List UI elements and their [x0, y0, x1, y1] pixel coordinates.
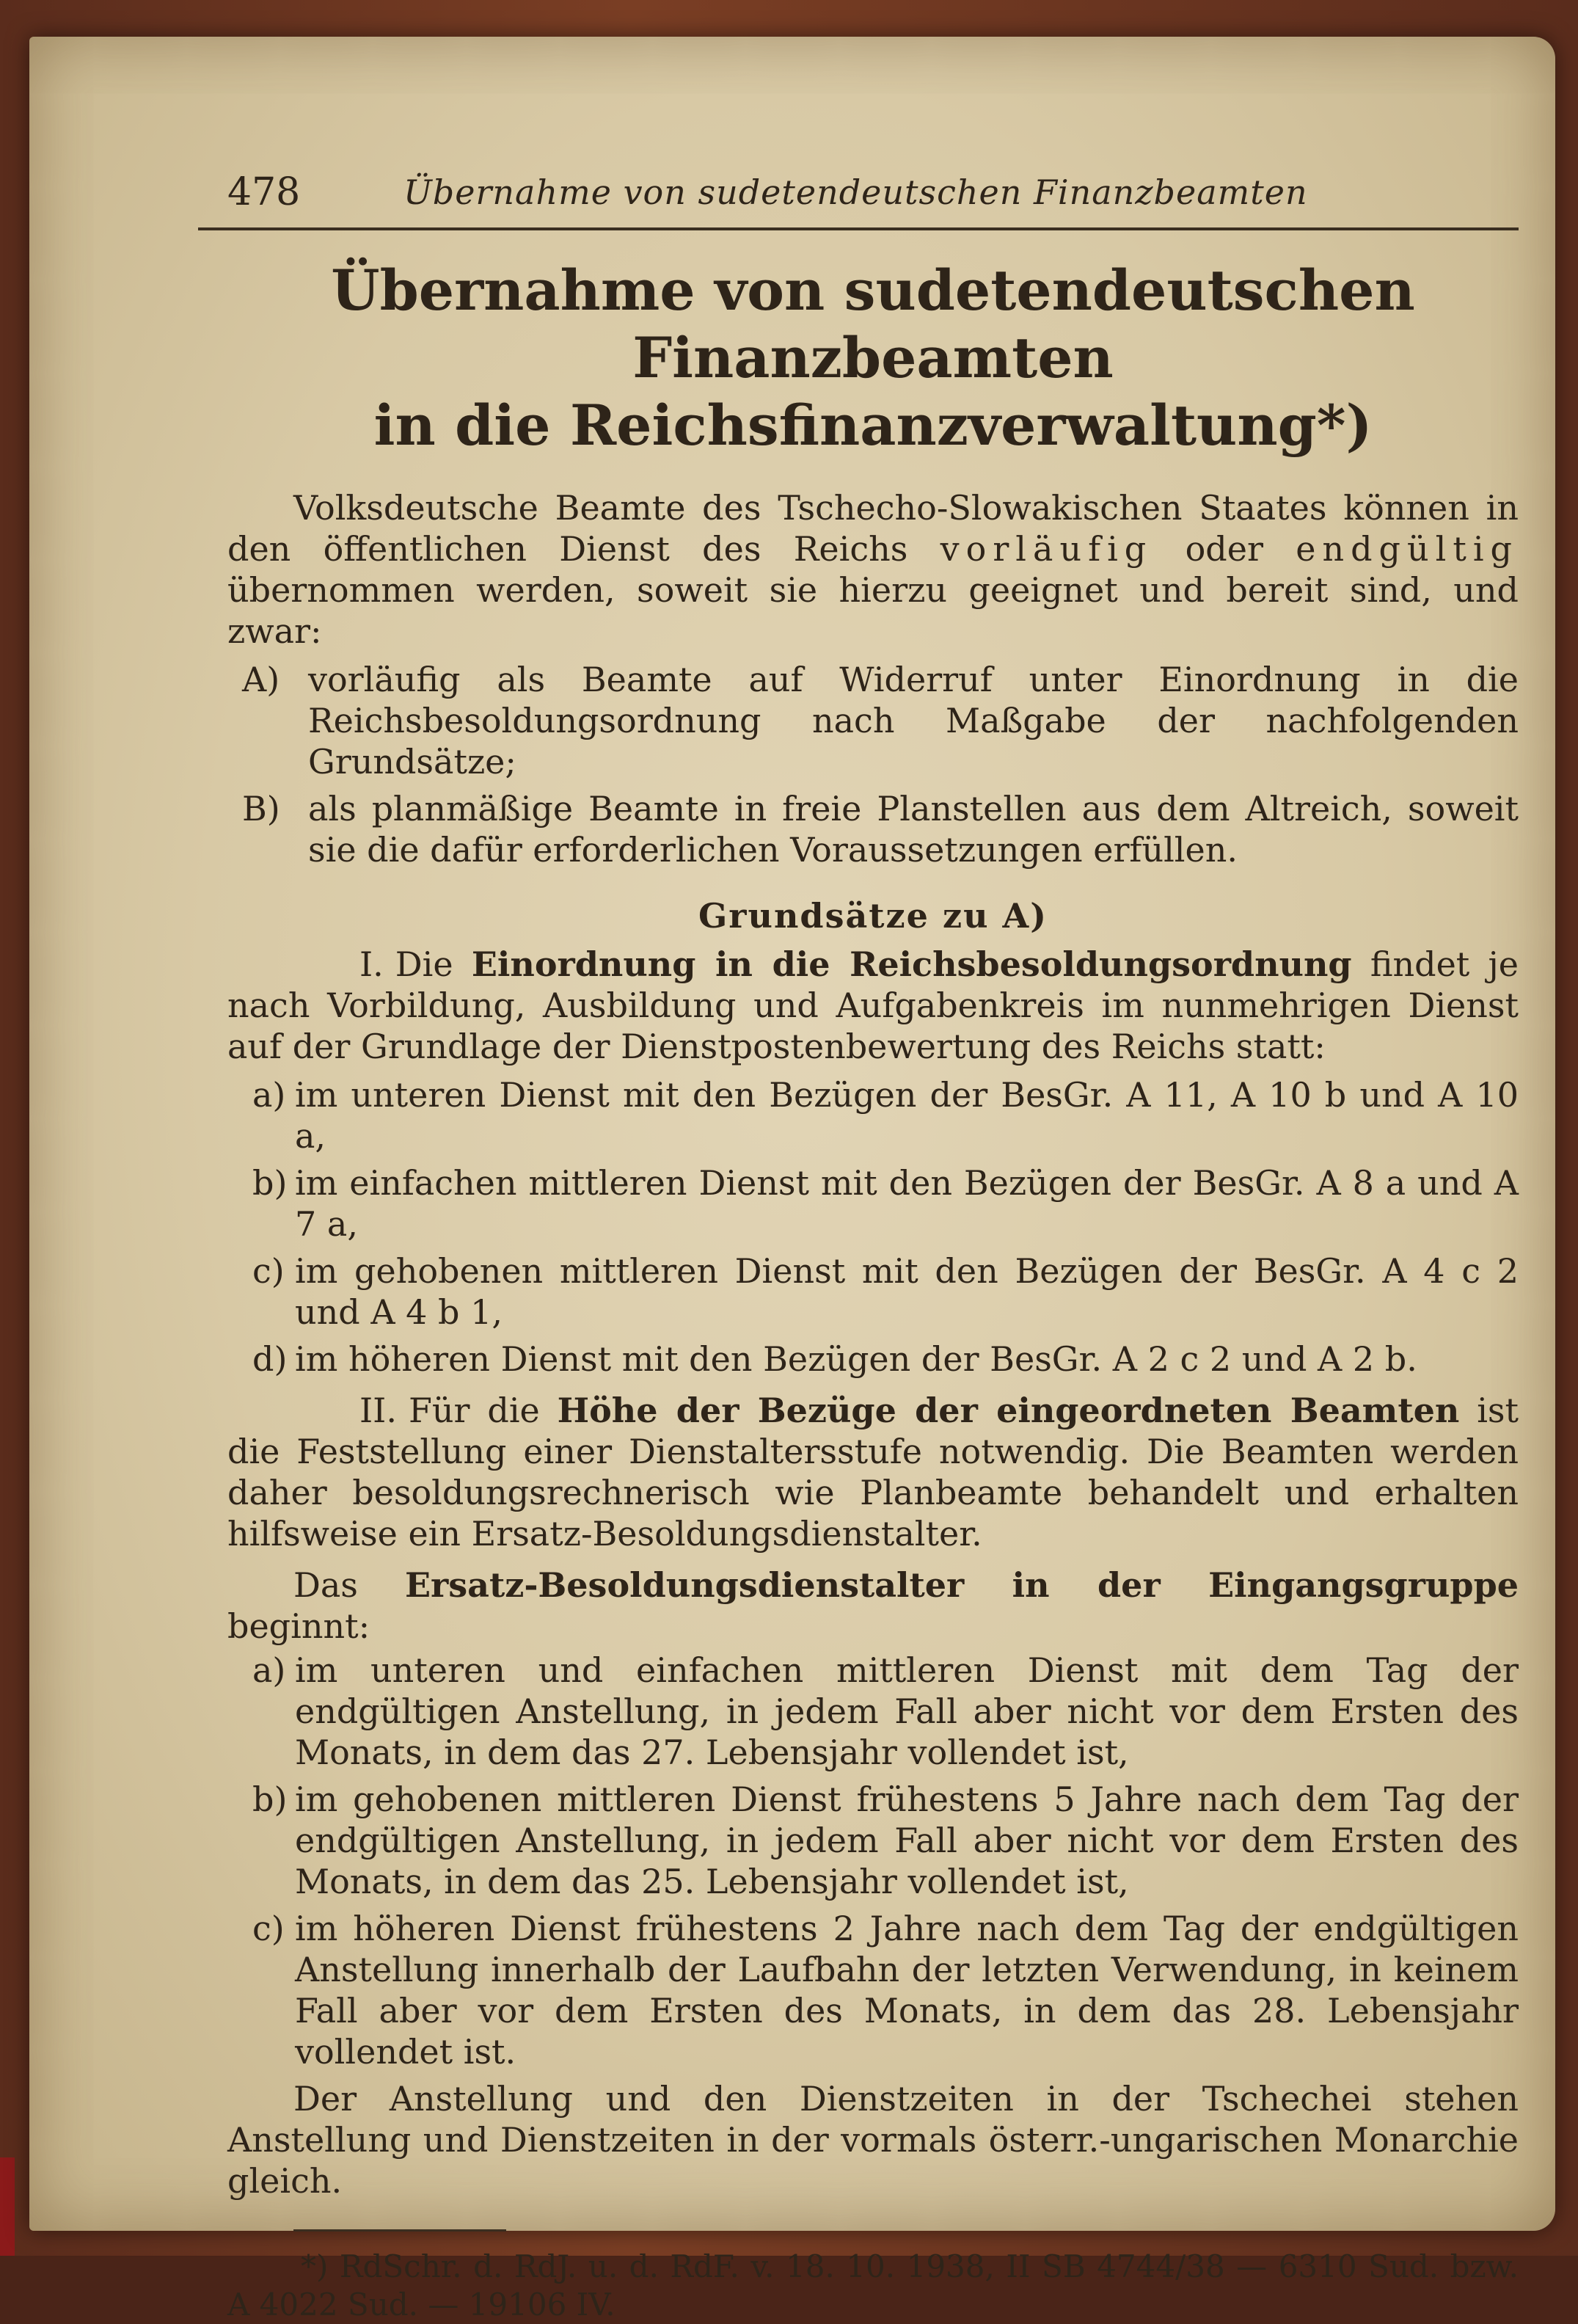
intro-text-1: Volksdeutsche Beamte des Tschecho-Slowakischen Staates können in den öffentlichen Dienst des Reichs [227, 488, 1519, 569]
section-3-bold: Ersatz-Besoldungsdienstalter in der Eingangsgruppe [404, 1565, 1519, 1605]
section-2-rest: ist die Feststellung einer Dienstaltersstufe notwendig. Die Beamten werden daher besoldungsrechnerisch wie Planbeamte behandelt und erhalten hilfsweise ein Ersatz-Besoldungsdienstalter. [227, 1391, 1519, 1553]
intro-text-mid: oder [1153, 529, 1296, 569]
footnote-divider [293, 2229, 506, 2232]
section-1-bold: Einordnung in die Reichsbesoldungsordnung [471, 944, 1352, 984]
section-1-roman: I. [359, 944, 384, 984]
list-item [227, 1779, 1519, 1902]
intro-spaced-endgueltig: endgültig [1296, 529, 1519, 569]
section-1-lead: Die [395, 944, 453, 984]
section-3-rest: beginnt: [227, 1606, 370, 1646]
title-line-1: Übernahme von sudetendeutschen Finanzbeamten [331, 258, 1415, 390]
list-item-text: im einfachen mittleren Dienst mit den Bezügen der BesGr. A 8 a und A 7 a, [295, 1163, 1519, 1244]
section-heading: Grundsätze zu A) [698, 896, 1048, 936]
list-item [227, 1338, 1519, 1380]
list-item-label: B) [242, 789, 280, 828]
page-title [227, 257, 1519, 459]
list-item-text: im gehobenen mittleren Dienst frühestens 5 Jahre nach dem Tag der endgültigen Anstellung, in jedem Fall aber nicht vor dem Ersten des Monats, in dem das 25. Lebensjahr vollendet ist, [295, 1780, 1519, 1901]
section-1-list [227, 1074, 1519, 1380]
closing-paragraph: Der Anstellung und den Dienstzeiten in der Tschechei stehen Anstellung und Dienstzeiten in der vormals österr.-ungarischen Monarchie gleich. [227, 2079, 1519, 2201]
list-item-text: vorläufig als Beamte auf Widerruf unter Einordnung in die Reichsbesoldungsordnung nach Maßgabe der nachfolgenden Grundsätze; [308, 660, 1519, 782]
page-number: 478 [227, 170, 301, 214]
list-item-text: im unteren und einfachen mittleren Dienst mit dem Tag der endgültigen Anstellung, in jedem Fall aber nicht vor dem Ersten des Monats, in dem das 27. Lebensjahr vollendet ist, [295, 1650, 1519, 1772]
list-item-label: c) [252, 1251, 285, 1291]
list-item-text: im gehobenen mittleren Dienst mit den Bezügen der BesGr. A 4 c 2 und A 4 b 1, [295, 1251, 1519, 1332]
list-item-text: im höheren Dienst mit den Bezügen der BesGr. A 2 c 2 und A 2 b. [295, 1339, 1417, 1379]
section-3-lead: Das [293, 1565, 358, 1605]
list-item-text: im unteren Dienst mit den Bezügen der BesGr. A 11, A 10 b und A 10 a, [295, 1075, 1519, 1156]
edge-stain [0, 2157, 15, 2256]
list-item [227, 1074, 1519, 1156]
list-item-label: a) [252, 1650, 286, 1690]
intro-spaced-vorlaeufig: vorläufig [940, 529, 1153, 569]
list-item [227, 1908, 1519, 2072]
section-2-lead: Für die [408, 1391, 540, 1430]
intro-paragraph [227, 487, 1519, 652]
book-page [29, 37, 1555, 2323]
list-item [227, 788, 1519, 870]
list-item-label: d) [252, 1339, 288, 1379]
list-item [227, 1250, 1519, 1333]
intro-list [227, 659, 1519, 870]
section-2-bold: Höhe der Bezüge der eingeordneten Beamten [557, 1391, 1460, 1430]
footnote: *) RdSchr. d. RdJ. u. d. RdF. v. 18. 10. 1938, II SB 4744/38 — 6310 Sud. bzw. A 4022 Sud. — 19106 IV. [227, 2248, 1519, 2323]
title-line-2: in die Reichsfinanzverwaltung*) [373, 393, 1373, 458]
running-head: Übernahme von sudetendeutschen Finanzbeamten [403, 172, 1308, 212]
section-1-paragraph [227, 944, 1519, 1067]
page-header [198, 169, 1519, 230]
list-item-label: A) [242, 660, 280, 699]
list-item-label: c) [252, 1909, 285, 1948]
list-item-label: b) [252, 1780, 288, 1819]
list-item-text: im höheren Dienst frühestens 2 Jahre nach dem Tag der endgültigen Anstellung innerhalb der Laufbahn der letzten Verwendung, in keinem Fall aber vor dem Ersten des Monats, in dem das 28. Lebensjahr vollendet ist. [295, 1909, 1519, 2072]
section-1-rest: findet je nach Vorbildung, Ausbildung und Aufgabenkreis im nunmehrigen Dienst auf der Grundlage der Dienstpostenbewertung des Reichs statt: [227, 944, 1519, 1066]
list-item [227, 659, 1519, 782]
list-item-label: a) [252, 1075, 286, 1115]
page-content [227, 249, 1519, 2324]
section-2-roman: II. [359, 1391, 397, 1430]
section-3-paragraph [227, 1564, 1519, 1647]
list-item [227, 1162, 1519, 1245]
section-3-list [227, 1650, 1519, 2072]
list-item [227, 1650, 1519, 1773]
intro-text-end: übernommen werden, soweit sie hierzu geeignet und bereit sind, und zwar: [227, 570, 1519, 651]
list-item-label: b) [252, 1163, 288, 1203]
list-item-text: als planmäßige Beamte in freie Planstellen aus dem Altreich, soweit sie die dafür erforderlichen Voraussetzungen erfüllen. [308, 789, 1519, 870]
section-2-paragraph [227, 1390, 1519, 1554]
